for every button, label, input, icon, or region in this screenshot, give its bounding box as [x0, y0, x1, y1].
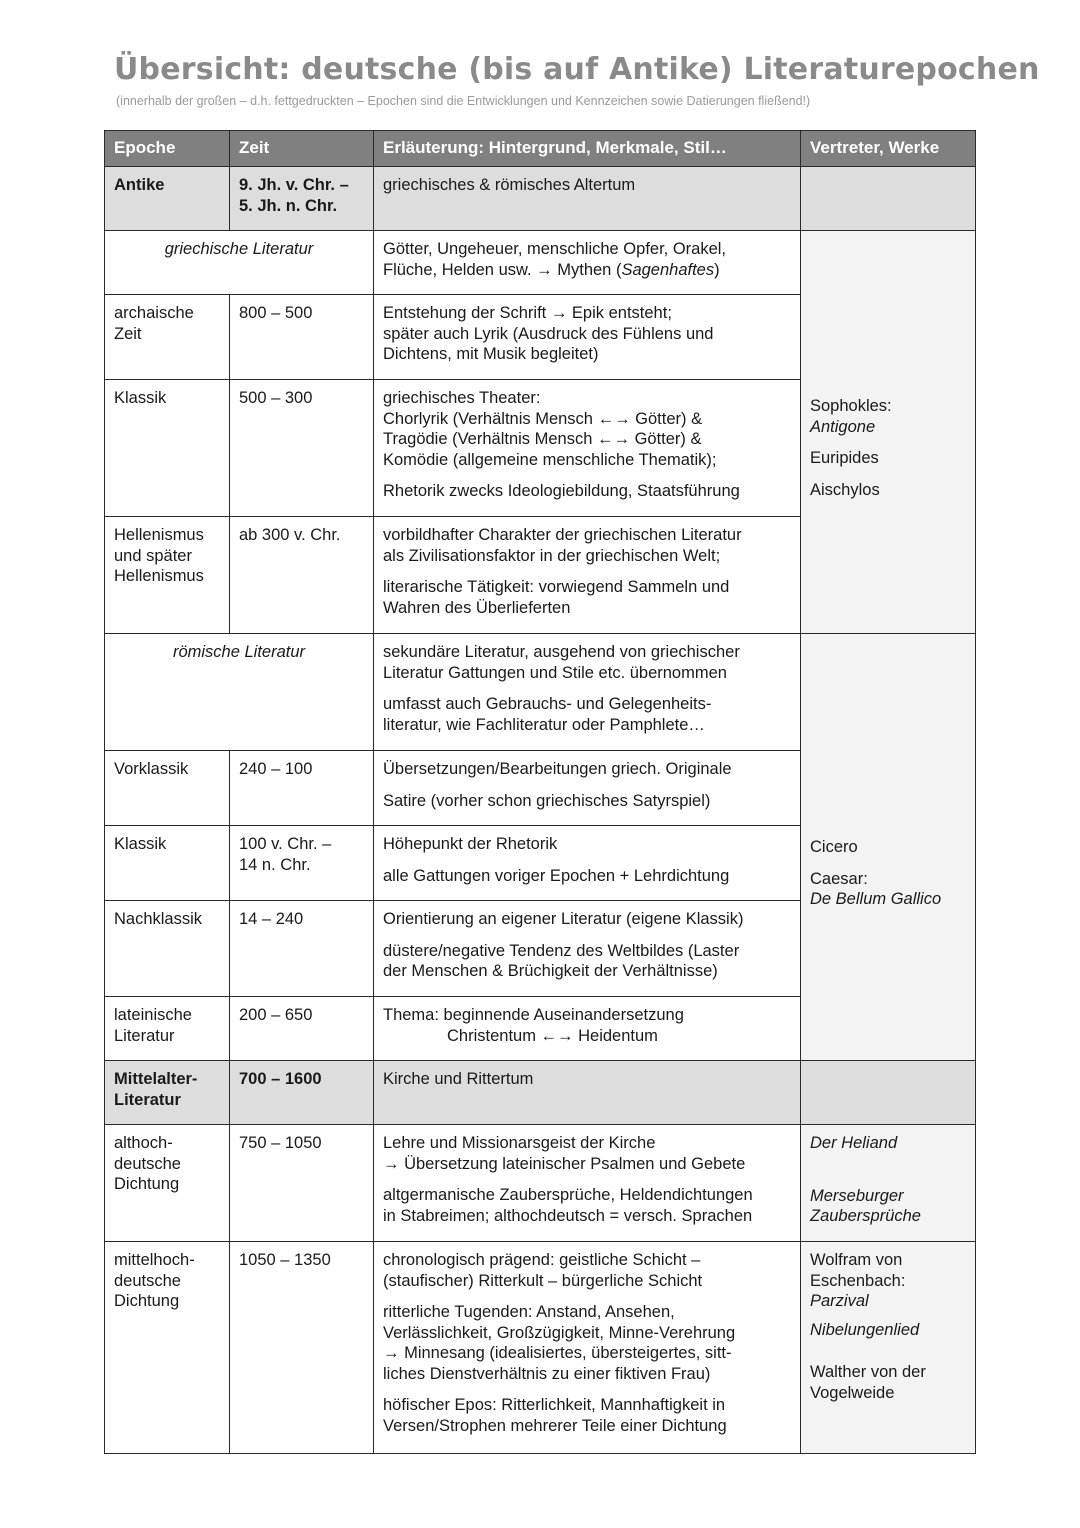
- epoche-line: althoch-: [114, 1134, 173, 1152]
- cell-vertreter-griechisch: [801, 231, 976, 634]
- text-line: literarische Tätigkeit: vorwiegend Sammeln und: [383, 578, 730, 596]
- zeit-line: 5. Jh. n. Chr.: [239, 196, 338, 215]
- text-line: literatur, wie Fachliteratur oder Pamphlete…: [383, 715, 705, 734]
- text-line: ): [714, 260, 720, 279]
- header-erlaeuterung: Erläuterung: Hintergrund, Merkmale, Stil…: [374, 131, 801, 167]
- cell-epoche: [105, 517, 230, 634]
- cell-text: Kirche und Rittertum: [374, 1061, 801, 1125]
- vertreter-werk: Zaubersprüche: [810, 1207, 921, 1225]
- cell-epoche: [105, 1061, 230, 1125]
- epoche-line: Literatur: [114, 1026, 175, 1045]
- row-mittelalter: [105, 1061, 976, 1125]
- cell-vertreter: [801, 167, 976, 231]
- text-line: Sagenhaftes: [621, 260, 715, 279]
- cell-zeit: 14 – 240: [230, 901, 374, 997]
- text-line: altgermanische Zaubersprüche, Heldendichtungen: [383, 1186, 753, 1204]
- vertreter-werk: De Bellum Gallico: [810, 890, 942, 908]
- text-line: ritterliche Tugenden: Anstand, Ansehen,: [383, 1303, 675, 1321]
- zeit-line: 100 v. Chr. –: [239, 835, 332, 853]
- text-line: Christentum ←→ Heidentum: [447, 1026, 658, 1045]
- epoche-line: archaische: [114, 304, 194, 322]
- cell-text: [374, 517, 801, 634]
- epoche-line: deutsche: [114, 1271, 181, 1290]
- cell-zeit: ab 300 v. Chr.: [230, 517, 374, 634]
- row-mittelhochdeutsch: [105, 1242, 976, 1454]
- epoche-line: und später: [114, 546, 192, 565]
- vertreter-werk: Merseburger: [810, 1186, 904, 1205]
- text-line: umfasst auch Gebrauchs- und Gelegenheits-: [383, 695, 712, 713]
- cell-text: [374, 1125, 801, 1242]
- vertreter-name: Eschenbach:: [810, 1271, 906, 1290]
- text-line: Lehre und Missionarsgeist der Kirche: [383, 1134, 656, 1152]
- vertreter-name: Walther von der: [810, 1363, 926, 1381]
- cell-epoche: [105, 1125, 230, 1242]
- cell-text: [374, 1242, 801, 1454]
- cell-epoche: [105, 1242, 230, 1454]
- header-row: [105, 131, 976, 167]
- text-line: Rhetorik zwecks Ideologiebildung, Staatsführung: [383, 482, 740, 500]
- text-line: in Stabreimen; althochdeutsch = versch. Sprachen: [383, 1206, 753, 1225]
- cell-epoche: Antike: [105, 167, 230, 231]
- cell-group-label: römische Literatur: [105, 634, 374, 751]
- text-line: alle Gattungen voriger Epochen + Lehrdichtung: [383, 866, 730, 885]
- text-line: Höhepunkt der Rhetorik: [383, 835, 558, 853]
- cell-text: [374, 380, 801, 517]
- text-line: später auch Lyrik (Ausdruck des Fühlens und: [383, 324, 714, 343]
- text-line: Orientierung an eigener Literatur (eigene Klassik): [383, 910, 744, 928]
- header-zeit: Zeit: [230, 131, 374, 167]
- vertreter-name: Vogelweide: [810, 1383, 895, 1402]
- cell-text: griechisches & römisches Altertum: [374, 167, 801, 231]
- row-antike: [105, 167, 976, 231]
- cell-text: [374, 826, 801, 901]
- cell-zeit: 700 – 1600: [230, 1061, 374, 1125]
- text-line: (staufischer) Ritterkult – bürgerliche Schicht: [383, 1271, 703, 1290]
- text-line: Thema: beginnende Auseinandersetzung: [383, 1006, 684, 1024]
- epoche-line: lateinische: [114, 1006, 192, 1024]
- cell-zeit: [230, 167, 374, 231]
- text-line: der Menschen & Brüchigkeit der Verhältnisse): [383, 962, 718, 980]
- cell-vertreter: [801, 1125, 976, 1242]
- cell-epoche: Nachklassik: [105, 901, 230, 997]
- epochen-table: [104, 130, 976, 1454]
- cell-epoche: [105, 997, 230, 1061]
- text-line: liches Dienstverhältnis zu einer fiktiven Frau): [383, 1364, 711, 1383]
- epoche-line: deutsche: [114, 1154, 181, 1173]
- text-line: Dichtens, mit Musik begleitet): [383, 345, 599, 363]
- cell-text: [374, 231, 801, 295]
- text-line: Übersetzungen/Bearbeitungen griech. Originale: [383, 760, 732, 778]
- text-line: → Minnesang (idealisiertes, übersteigertes, sitt-: [383, 1344, 732, 1362]
- cell-text: [374, 901, 801, 997]
- cell-text: [374, 295, 801, 380]
- text-line: Versen/Strophen mehrerer Teile einer Dichtung: [383, 1416, 727, 1435]
- cell-text: [374, 997, 801, 1061]
- cell-zeit: 500 – 300: [230, 380, 374, 517]
- text-line: vorbildhafter Charakter der griechischen Literatur: [383, 526, 742, 544]
- cell-zeit: 750 – 1050: [230, 1125, 374, 1242]
- cell-epoche: Klassik: [105, 826, 230, 901]
- text-line: Komödie (allgemeine menschliche Thematik);: [383, 450, 717, 469]
- cell-vertreter: [801, 1061, 976, 1125]
- cell-epoche: [105, 295, 230, 380]
- cell-zeit: 200 – 650: [230, 997, 374, 1061]
- text-line: als Zivilisationsfaktor in der griechischen Welt;: [383, 546, 721, 565]
- text-line: → Übersetzung lateinischer Psalmen und Gebete: [383, 1154, 746, 1173]
- text-line: Wahren des Überlieferten: [383, 598, 571, 617]
- text-line: Satire (vorher schon griechisches Satyrspiel): [383, 791, 711, 810]
- row-roemische-literatur: [105, 634, 976, 751]
- text-line: chronologisch prägend: geistliche Schicht –: [383, 1251, 701, 1269]
- vertreter-name: Euripides: [810, 449, 879, 467]
- text-line: Verlässlichkeit, Großzügigkeit, Minne-Verehrung: [383, 1323, 736, 1342]
- epoche-line: Dichtung: [114, 1292, 180, 1310]
- vertreter-name: Wolfram von: [810, 1251, 903, 1269]
- vertreter-name: Aischylos: [810, 480, 880, 499]
- text-line: Flüche, Helden usw. → Mythen (: [383, 260, 622, 279]
- vertreter-name: Sophokles:: [810, 397, 892, 415]
- text-line: Chorlyrik (Verhältnis Mensch ←→ Götter) &: [383, 409, 703, 428]
- cell-vertreter: [801, 1242, 976, 1454]
- cell-vertreter-roemisch: [801, 634, 976, 1061]
- text-line: Götter, Ungeheuer, menschliche Opfer, Orakel,: [383, 240, 727, 258]
- vertreter-werk: Nibelungenlied: [810, 1320, 920, 1339]
- page-title: Übersicht: deutsche (bis auf Antike) Literaturepochen: [114, 52, 1040, 87]
- epoche-line: Mittelalter-: [114, 1070, 198, 1088]
- page-subtitle: (innerhalb der großen – d.h. fettgedruckten – Epochen sind die Entwicklungen und Kennzeichen sowie Datierungen fließend!): [116, 94, 811, 108]
- epoche-line: Literatur: [114, 1090, 181, 1109]
- text-line: Tragödie (Verhältnis Mensch ←→ Götter) &: [383, 430, 702, 448]
- vertreter-werk: Parzival: [810, 1292, 869, 1310]
- epoche-line: Dichtung: [114, 1175, 180, 1193]
- cell-group-label: griechische Literatur: [105, 231, 374, 295]
- row-griechische-literatur: [105, 231, 976, 295]
- row-althochdeutsch: [105, 1125, 976, 1242]
- cell-zeit: [230, 826, 374, 901]
- epoche-line: mittelhoch-: [114, 1251, 195, 1269]
- epoche-line: Zeit: [114, 324, 142, 343]
- vertreter-name: Cicero: [810, 838, 858, 856]
- cell-text: [374, 634, 801, 751]
- text-line: düstere/negative Tendenz des Weltbildes (Laster: [383, 941, 740, 960]
- text-line: sekundäre Literatur, ausgehend von griechischer: [383, 643, 740, 661]
- header-epoche: Epoche: [105, 131, 230, 167]
- vertreter-werk: Der Heliand: [810, 1134, 898, 1152]
- text-line: Literatur Gattungen und Stile etc. übernommen: [383, 663, 727, 682]
- cell-text: [374, 751, 801, 826]
- text-line: höfischer Epos: Ritterlichkeit, Mannhaftigkeit in: [383, 1396, 726, 1414]
- cell-zeit: 800 – 500: [230, 295, 374, 380]
- zeit-line: 9. Jh. v. Chr. –: [239, 176, 349, 194]
- zeit-line: 14 n. Chr.: [239, 855, 311, 874]
- vertreter-werk: Antigone: [810, 417, 876, 436]
- cell-zeit: 240 – 100: [230, 751, 374, 826]
- epoche-line: Hellenismus: [114, 567, 204, 585]
- epoche-line: Hellenismus: [114, 526, 204, 544]
- text-line: griechisches Theater:: [383, 389, 541, 407]
- cell-epoche: Klassik: [105, 380, 230, 517]
- cell-epoche: Vorklassik: [105, 751, 230, 826]
- header-vertreter: Vertreter, Werke: [801, 131, 976, 167]
- text-line: Entstehung der Schrift → Epik entsteht;: [383, 304, 672, 322]
- vertreter-name: Caesar:: [810, 869, 868, 888]
- cell-zeit: 1050 – 1350: [230, 1242, 374, 1454]
